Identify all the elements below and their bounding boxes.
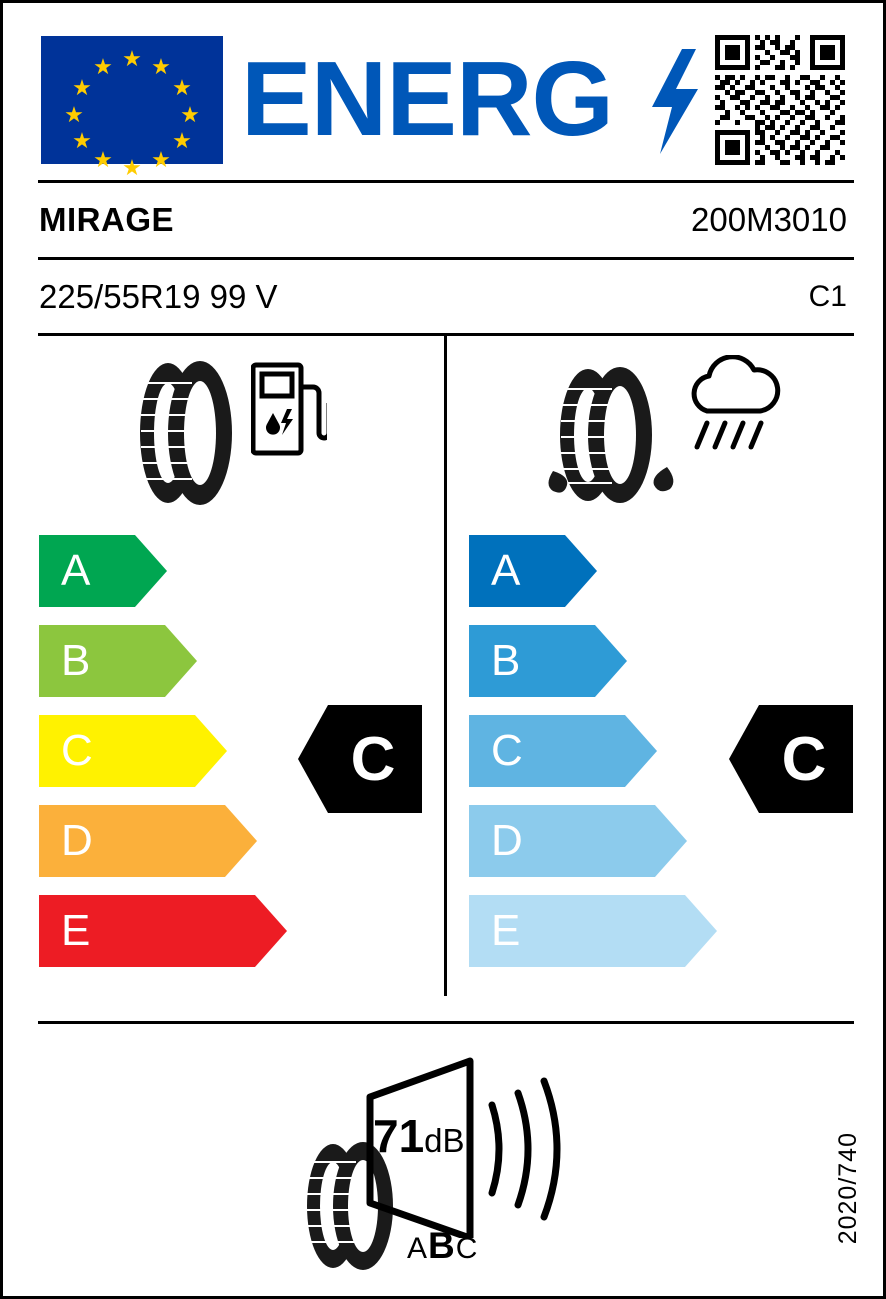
eu-star: ★ — [180, 102, 200, 127]
fuel-selected-grade — [298, 705, 422, 813]
lightning-bolt-icon — [648, 49, 698, 154]
eu-star: ★ — [151, 54, 171, 79]
wet-grade-E-letter: E — [491, 906, 521, 955]
eu-star: ★ — [72, 128, 92, 153]
tire-size: 225/55R19 99 V — [39, 278, 278, 315]
product-code: 200M3010 — [691, 201, 847, 238]
eu-star: ★ — [93, 54, 113, 79]
rain-cloud-icon — [681, 355, 789, 470]
regulation-reference: 2020/740 — [834, 1131, 862, 1244]
eu-flag — [41, 36, 223, 180]
fuel-grade-A-letter: A — [61, 546, 91, 595]
label-header — [3, 3, 883, 179]
wet-grade-C — [469, 715, 523, 787]
noise-value: 71 — [373, 1110, 425, 1162]
wet-grade-E — [469, 895, 523, 967]
noise-class-indicator — [407, 1225, 478, 1267]
noise-class-c: C — [455, 1232, 479, 1265]
qr-code — [715, 35, 845, 165]
divider-header — [38, 180, 854, 183]
noise-value-group — [373, 1109, 503, 1163]
divider-vertical — [444, 336, 447, 996]
wet-grade-D — [469, 805, 523, 877]
eu-star: ★ — [172, 128, 192, 153]
brand-name: MIRAGE — [39, 201, 174, 238]
fuel-tire-icon — [128, 353, 248, 518]
wet-selected-grade — [729, 705, 853, 813]
fuel-grade-E — [39, 895, 93, 967]
eu-star: ★ — [72, 75, 92, 100]
divider-brand — [38, 257, 854, 260]
fuel-grade-D-letter: D — [61, 816, 93, 865]
wet-grade-D-letter: D — [491, 816, 523, 865]
noise-class-b: B — [428, 1225, 456, 1266]
eu-star: ★ — [122, 155, 142, 180]
wet-tire-icon — [543, 353, 683, 518]
eu-star: ★ — [93, 147, 113, 172]
wet-selected-letter: C — [781, 724, 827, 794]
fuel-grade-C — [39, 715, 93, 787]
fuel-grade-B — [39, 625, 93, 697]
fuel-grade-E-letter: E — [61, 906, 91, 955]
eu-star: ★ — [64, 102, 84, 127]
noise-class-a: A — [407, 1232, 429, 1265]
wet-grade-C-letter: C — [491, 726, 523, 775]
fuel-grade-A — [39, 535, 93, 607]
wet-grade-B — [469, 625, 523, 697]
eu-star: ★ — [151, 147, 171, 172]
fuel-grade-D — [39, 805, 93, 877]
wet-grade-A-letter: A — [491, 546, 521, 595]
wet-grade-B-letter: B — [491, 636, 521, 685]
fuel-selected-letter: C — [350, 724, 396, 794]
noise-unit: dB — [424, 1122, 465, 1159]
fuel-grade-C-letter: C — [61, 726, 93, 775]
wet-grade-A — [469, 535, 523, 607]
eu-star: ★ — [172, 75, 192, 100]
tire-class: C1 — [808, 280, 847, 313]
wet-grip-scale — [469, 535, 523, 985]
eu-star: ★ — [122, 46, 142, 71]
fuel-grade-B-letter: B — [61, 636, 91, 685]
energ-wordmark: ENERG — [241, 40, 613, 158]
fuel-pump-icon — [251, 361, 327, 462]
fuel-efficiency-scale — [39, 535, 93, 985]
divider-noise — [38, 1021, 854, 1024]
